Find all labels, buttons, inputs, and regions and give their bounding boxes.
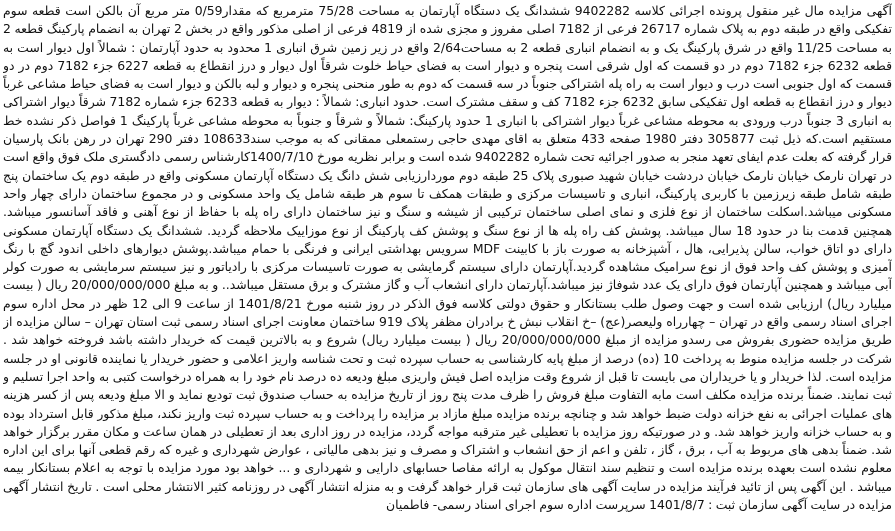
notice-body-text: آگهی مزایده مال غیر منقول پرونده اجرائی کلاسه 9402282 ششدانگ یک دستگاه آپارتمان به مساحت 75/28 مترمربع که مقدار0/59 متر مربع آن بالکن است قطعه سوم تفکیکی واقع در طبقه دوم به پلاک شماره 26717 فرعی از 7182 اصلی مفروز و مجزی شده از 4819 فرعی از اصلی مذکور واقع در بخش 2 تهران به انضمام پارکینگ قطعه 2 به مساحت 11/25 واقع در شرق پارکینگ یک و به انضمام انباری قطعه 2 به مساحت2/64 واقع در زیر زمین شرق انباری 1 محدود به حدود آپارتمان : شمالاً اول دیوار است به قطعه 6232 جزء 7182 دوم در دو قسمت که اول شرقی است پنجره و دیوار است به فضای حیاط خلوت شرقاً اول دیوار و درز انقطاع به قطعه 6227 جزء 7182 دوم در دو قسمت که اول جنوبی است درب و دیوار است به راه پله اشتراکی جنوباً در سه قسمت که دوم به طور منحنی پنجره و دیوار و لبه بالکن و دیوار است به فضای حیاط مشاعی غرباً دیوار و درز انقطاع به قطعه اول تفکیکی سابق 6232 جزء 7182 کف و سقف مشترک است. حدود انباری: شمالاً : دیوار به قطعه 6233 جزء شماره 7182 شرقاً دیوار اشتراکی به انباری 3 جنوباً درب ورودی به محوطه مشاعی غرباً دیوار اشتراکی با انباری 1 حدود پارکینگ: شمالاً و شرقاً و جنوباً به محوطه مشاعی غرباً پارکینگ 1 فواصل ذکر نشده خط مستقیم است.که ذیل ثبت 305877 دفتر 1980 صفحه 433 متعلق به اقای مهدی حاجی رستمعلی ممقانی که به موجب سند108633 دفتر 290 تهران در رهن بانک پارسیان قرار گرفته که بعلت عدم ایفای تعهد منجر به صدور اجرائیه تحت شماره 9402282 شده است و برابر نظریه مورخ 1400/7/10کارشناس رسمی دادگستری ملک فوق واقع است در تهران نارمک خیابان نارمک خیابان دردشت خیابان شهید صبوری پلاک 25 طبقه دوم موردارزیابی شش دانگ یک دستگاه آپارتمان مسکونی واقع در طبقه دوم یک ساختمان پنج طبقه شامل طبقه زیرزمین با کاربری پارکینگ، انباری و تاسیسات مرکزی و طبقات همکف تا سوم هر طبقه شامل یک واحد مسکونی و در مجموع ساختمان دارای چهار واحد مسکونی میباشد.اسکلت ساختمان از نوع فلزی و نمای اصلی ساختمان ترکیبی از شیشه و سنگ و نیز ساختمان دارای راه پله با حفاظ از نوع آهنی و فاقد آسانسور میباشد. همچنین قدمت بنا در حدود 18 سال میباشد. پوشش کف راه پله ها از نوع سنگ و پوشش کف پارکینگ از نوع موزاییک ملاحظه گردید. ششدانگ یک دستگاه آپارتمان مسکونی دارای دو اتاق خواب، سالن پذیرایی، هال ، آشپزخانه به صورت باز با کابینت MDF سرویس بهداشتی ایرانی و فرنگی با حمام میباشد.پوشش دیوارهای داخلی اندود گچ با رنگ آمیزی و پوشش کف واحد فوق از نوع سرامیک مشاهده گردید.آپارتمان دارای سیستم گرمایشی به صورت تاسیسات مرکزی با رادیاتور و نیز سیستم سرمایشی به صورت کولر آبی میباشد و همچنین آپارتمان فوق دارای یک عدد شوفاژ نیز میباشد.آپارتمان دارای انشعاب آب و گاز مشترک و برق مستقل میباشد.. و به مبلغ 20/000/000/000 ریال ( بیست میلیارد ریال) ارزیابی شده است و جهت وصول طلب بستانکار و حقوق دولتی کلاسه فوق الذکر در روز شنبه مورخ 1401/8/21 از ساعت 9 الی 12 ظهر در محل اداره سوم اجرای اسناد رسمی واقع در تهران – چهارراه ولیعصر(عج) –خ انقلاب نبش خ برادران مظفر پلاک 919 ساختمان معاونت اجرای اسناد رسمی ثبت استان تهران – سالن مزایده از طریق مزایده حضوری بفروش می رسدو مزایده از مبلغ 20/000/000/000 ریال ( بیست میلیارد ریال) شروع و به بالاترین قیمت که خریدار داشته باشد فروخته خواهد شد . شرکت در جلسه مزایده منوط به پرداخت 10 (ده) درصد از مبلغ پایه کارشناسی به حساب سپرده ثبت و تحت شناسه واریز اعلامی و حضور خریدار یا نماینده قانونی او در جلسه مزایده است. لذا خریدار و یا خریداران می بایست تا قبل از شروع وقت مزایده اصل فیش واریزی مبلغ ودیعه ده درصد نام خود را به همراه درخواست کتبی به واحد اجرا تسلیم و ثبت نمایند. ضمناً برنده مزایده مکلف است مابه التفاوت مبلغ فروش را ظرف مدت پنج روز از تاریخ مزایده به حساب صندوق ثبت تودیع نماید و الا مبلغ ودیعه پس از کسر هزینه های عملیات اجرائی به نفع خزانه دولت ضبط خواهد شد و چنانچه برنده مزایده مبلغ مازاد بر مزایده را پرداخت و به حساب سپرده ثبت واریز نکند، مبلغ مذکور قابل استرداد بوده و به حساب خزانه واریز خواهد شد. و در صورتیکه روز مزایده با تعطیلی غیر مترقبه مواجه گردد، مزایده در روز اداری بعد از تعطیلی در همان ساعت و مکان مقرر برگزار خواهد شد. ضمناً بدهی های مربوط به آب ، برق ، گاز ، تلفن و اعم از حق انشعاب و اشتراک و مصرف و نیز بدهی مالیاتی ، عوارض شهرداری و غیره که رقم قطعی آنها برای این اداره معلوم نشده است بعهده برنده مزایده است و تنظیم سند انتقال موکول به ارائه مفاصا حسابهای دارایی و شهرداری و ... خواهد بود مورد مزایده با توجه به اعلام بستانکار بیمه میباشد . این آگهی پس از تائید فرآیند مزایده در سایت آگهی های سازمان ثبت قرار خواهد گرفت و به منزله انتشار آگهی در روزنامه کثیر الانتشار محلی است . تاریخ انتشار آگهی مزایده در سایت آگهی سازمان ثبت : 1401/8/7 سرپرست اداره سوم اجرای اسناد رسمی- فاطمیان <box>3 3 892 513</box>
auction-notice <box>3 2 892 529</box>
